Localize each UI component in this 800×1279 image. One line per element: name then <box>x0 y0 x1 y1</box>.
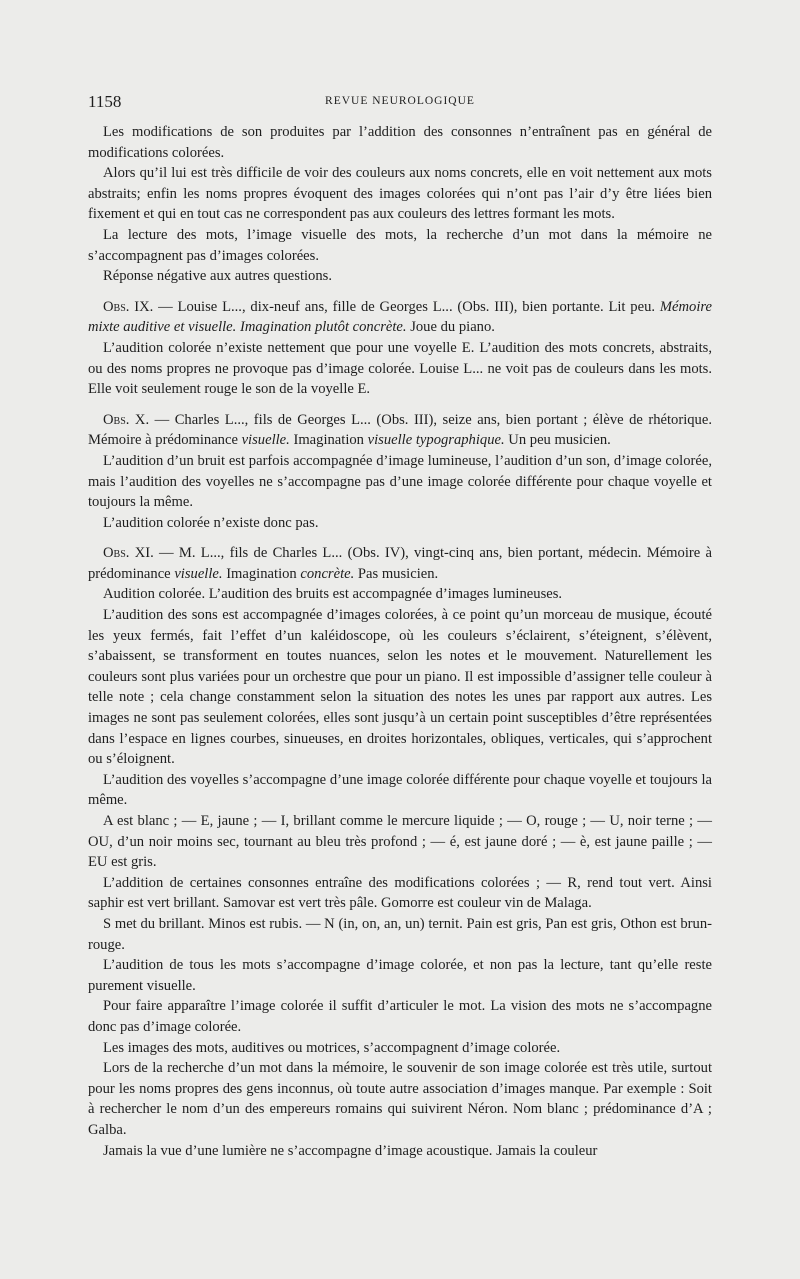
text-segment: Réponse négative aux autres questions. <box>103 268 332 285</box>
page-number: 1158 <box>88 92 122 111</box>
text-segment: La lecture des mots, l’image visuelle des mots, la recherche d’un mot dans la mémoire ne s’accompagnent pas d’images colorées. <box>88 226 712 264</box>
paragraph <box>88 163 712 225</box>
italic-text: visuelle typographique. <box>367 432 505 449</box>
observation-label: Obs. X. <box>103 411 150 428</box>
paragraph <box>88 1141 712 1162</box>
paragraph <box>88 122 712 163</box>
text-segment: Imagination <box>289 432 368 449</box>
running-head: REVUE NEUROLOGIQUE <box>325 95 475 107</box>
text-segment: Audition colorée. L’audition des bruits est accompagnée d’images lumineuses. <box>103 586 563 603</box>
text-segment: Alors qu’il lui est très difficile de voir des couleurs aux noms concrets, elle en voit nettement aux mots abstraits; enfin les noms propres évoquent des images colorées qui n’ont pas l’air d’y être liées bien fixement et qui en tout cas ne correspondent pas aux couleurs des lettres formant les mots. <box>88 165 712 223</box>
paragraph <box>88 266 712 287</box>
italic-text: visuelle. <box>174 565 223 582</box>
paragraph <box>88 873 712 914</box>
italic-text: concrète. <box>300 565 355 582</box>
text-segment: L’audition colorée n’existe nettement que pour une voyelle E. L’audition des mots concrets, abstraits, ou des noms propres ne provoque pas d’image colorée. Louise L... ne voit pas de couleurs dans les mots. Elle voit seulement rouge le son de la voyelle E. <box>88 339 712 398</box>
text-segment: L’audition de tous les mots s’accompagne d’image colorée, et non pas la lecture, tant qu’elle reste purement visuelle. <box>88 957 712 994</box>
paragraph <box>88 584 712 605</box>
text-segment: Les images des mots, auditives ou motrices, s’accompagnent d’image colorée. <box>103 1039 561 1056</box>
page-header <box>88 92 712 112</box>
observation-paragraph <box>88 297 712 338</box>
observation-label: Obs. IX. <box>103 298 154 315</box>
paragraph <box>88 513 712 534</box>
paragraph <box>88 1038 712 1059</box>
text-segment: L’audition des voyelles s’accompagne d’une image colorée différente pour chaque voyelle et toujours la même. <box>88 771 712 809</box>
paragraph <box>88 605 712 770</box>
observation-paragraph <box>88 543 712 584</box>
text-segment: L’addition de certaines consonnes entraîne des modifications colorées ; — R, rend tout vert. Ainsi saphir est vert brillant. Samovar est vert très pâle. Gomorre est couleur vin de Malaga. <box>88 874 712 912</box>
text-segment: — Charles L..., fils de Georges L... (Obs. III), seize ans, bien portant ; élève de rhétorique. Mémoire à prédominance <box>88 411 712 449</box>
text-segment: Pour faire apparaître l’image colorée il suffit d’articuler le mot. La vision des mots ne s’accompagne donc pas d’image colorée. <box>88 998 712 1035</box>
text-segment: L’audition colorée n’existe donc pas. <box>103 514 319 531</box>
paragraph <box>88 1058 712 1140</box>
body-text <box>88 122 712 1161</box>
observation-paragraph <box>88 410 712 451</box>
italic-text: visuelle. <box>241 432 290 449</box>
text-segment: — M. L..., fils de Charles L... (Obs. IV), vingt-cinq ans, bien portant, médecin. Mémoire à prédominance <box>88 545 712 582</box>
text-segment: Imagination <box>222 565 301 582</box>
text-segment: Joue du piano. <box>406 319 495 336</box>
italic-text: Mémoire mixte auditive et visuelle. Imagination plutôt concrète. <box>88 298 712 336</box>
text-segment: Pas musicien. <box>354 565 439 582</box>
paragraph <box>88 996 712 1037</box>
paragraph <box>88 914 712 955</box>
text-segment: L’audition des sons est accompagnée d’images colorées, à ce point qu’un morceau de musique, écouté les yeux fermés, fait l’effet d’un kaléidoscope, où les couleurs s’éclairent, s’éteignent, s’élèvent, s’abaissent, se transforment en toutes nuances, selon les notes et le mouvement. Naturellement les couleurs sont plus variées pour un orchestre que pour un piano. Il est impossible d’assigner telle couleur à telle note ; cela change constamment selon la situation des notes les unes par rapport aux autres. Les images ne sont pas seulement colorées, elles sont jusqu’à un certain point susceptibles d’être représentées dans l’espace en lignes courbes, sinueuses, en droites horizontales, obliques, verticales, qui s’approchent ou s’éloignent. <box>88 607 712 768</box>
text-segment: A est blanc ; — E, jaune ; — I, brillant comme le mercure liquide ; — O, rouge ; — U, noir terne ; — OU, d’un noir moins sec, tournant au bleu très profond ; — é, est jaune doré ; — è, est jaune paille ; — EU est gris. <box>88 813 712 871</box>
text-segment: S met du brillant. Minos est rubis. — N (in, on, an, un) ternit. Pain est gris, Pan est gris, Othon est brun-rouge. <box>88 915 712 953</box>
text-segment: Un peu musicien. <box>504 432 611 449</box>
paragraph <box>88 770 712 811</box>
paragraph <box>88 338 712 400</box>
text-segment: Lors de la recherche d’un mot dans la mémoire, le souvenir de son image colorée est très utile, surtout pour les noms propres des gens inconnus, où toute autre association d’images manque. Par exemple : Soit à rechercher le nom d’un des empereurs romains qui suivirent Néron. Nom blanc ; prédominance d’A ; Galba. <box>88 1060 712 1138</box>
text-segment: L’audition d’un bruit est parfois accompagnée d’image lumineuse, l’audition d’un son, d’image colorée, mais l’audition des voyelles ne s’accompagne pas d’une image colorée différente pour chaque voyelle et toujours la même. <box>88 452 712 511</box>
paragraph <box>88 811 712 873</box>
observation-label: Obs. XI. <box>103 545 154 562</box>
paragraph <box>88 451 712 513</box>
paragraph <box>88 225 712 266</box>
text-segment: Les modifications de son produites par l’addition des consonnes n’entraînent pas en général de modifications colorées. <box>88 124 712 161</box>
text-segment: — Louise L..., dix-neuf ans, fille de Georges L... (Obs. III), bien portante. Lit peu. <box>153 298 660 315</box>
paragraph <box>88 955 712 996</box>
text-segment: Jamais la vue d’une lumière ne s’accompagne d’image acoustique. Jamais la couleur <box>103 1142 598 1159</box>
